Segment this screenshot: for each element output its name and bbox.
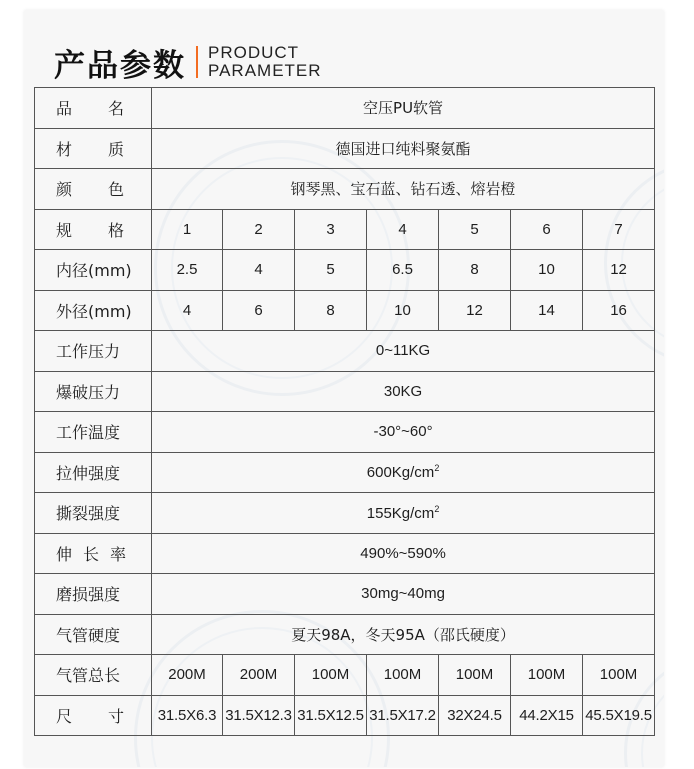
row-label: 外径(mm) [35, 290, 152, 331]
cell: 100M [583, 655, 655, 696]
cell: 7 [583, 209, 655, 250]
cell: 6.5 [367, 250, 439, 291]
row-label: 规 格 [35, 209, 152, 250]
cell: 6 [223, 290, 295, 331]
table-row [35, 88, 655, 129]
cell: 10 [367, 290, 439, 331]
cell: 5 [295, 250, 367, 291]
row-label: 内径(mm) [35, 250, 152, 291]
table-row [35, 128, 655, 169]
row-label: 工作压力 [35, 331, 152, 372]
table-row [35, 533, 655, 574]
cell: 16 [583, 290, 655, 331]
table-row [35, 614, 655, 655]
cell: 100M [295, 655, 367, 696]
cell: 100M [439, 655, 511, 696]
row-label: 颜 色 [35, 169, 152, 210]
row-label: 撕裂强度 [35, 493, 152, 534]
cell: 100M [367, 655, 439, 696]
cell: 12 [439, 290, 511, 331]
cell: 5 [439, 209, 511, 250]
subtitle-line-1: PRODUCT [208, 43, 300, 62]
cell: 8 [295, 290, 367, 331]
row-label: 材 质 [35, 128, 152, 169]
table-row [35, 250, 655, 291]
row-value: -30°~60° [152, 412, 655, 453]
cell: 45.5X19.5 [583, 695, 655, 736]
cell: 4 [223, 250, 295, 291]
parameter-table [34, 87, 655, 736]
cell: 14 [511, 290, 583, 331]
table-row [35, 695, 655, 736]
cell: 31.5X6.3 [152, 695, 223, 736]
cell: 3 [295, 209, 367, 250]
cell: 100M [511, 655, 583, 696]
cell: 4 [367, 209, 439, 250]
page-title: 产品参数 [54, 47, 186, 84]
cell: 200M [223, 655, 295, 696]
row-label: 磨损强度 [35, 574, 152, 615]
subtitle-line-2: PARAMETER [208, 61, 322, 80]
section-header [54, 38, 322, 86]
row-label: 爆破压力 [35, 371, 152, 412]
row-label: 气管总长 [35, 655, 152, 696]
table-row [35, 331, 655, 372]
row-value: 德国进口纯料聚氨酯 [152, 128, 655, 169]
title-divider [196, 46, 198, 78]
table-row [35, 493, 655, 534]
row-value: 30mg~40mg [152, 574, 655, 615]
row-value: 490%~590% [152, 533, 655, 574]
row-label: 品 名 [35, 88, 152, 129]
row-label: 尺 寸 [35, 695, 152, 736]
row-value: $155Kg/cm^2$ [152, 493, 655, 534]
row-label: 伸 长 率 [35, 533, 152, 574]
table-row [35, 169, 655, 210]
page-subtitle [208, 44, 322, 80]
cell: 31.5X12.3 [223, 695, 295, 736]
cell: 200M [152, 655, 223, 696]
table-row [35, 371, 655, 412]
cell: 31.5X17.2 [367, 695, 439, 736]
table-row [35, 655, 655, 696]
table-row [35, 574, 655, 615]
table-row [35, 452, 655, 493]
row-value: 空压PU软管 [152, 88, 655, 129]
row-value: 钢琴黑、宝石蓝、钻石透、熔岩橙 [152, 169, 655, 210]
cell: 4 [152, 290, 223, 331]
cell: 31.5X12.5 [295, 695, 367, 736]
row-value: 30KG [152, 371, 655, 412]
cell: 1 [152, 209, 223, 250]
cell: 2 [223, 209, 295, 250]
table-row [35, 412, 655, 453]
row-label: 拉伸强度 [35, 452, 152, 493]
product-parameter-card [24, 10, 664, 767]
row-value: $600Kg/cm^2$ [152, 452, 655, 493]
row-value: 0~11KG [152, 331, 655, 372]
cell: 44.2X15 [511, 695, 583, 736]
table-row [35, 209, 655, 250]
cell: 2.5 [152, 250, 223, 291]
row-value: 夏天98A，冬天95A（邵氏硬度） [152, 614, 655, 655]
row-label: 气管硬度 [35, 614, 152, 655]
cell: 8 [439, 250, 511, 291]
cell: 12 [583, 250, 655, 291]
cell: 32X24.5 [439, 695, 511, 736]
cell: 6 [511, 209, 583, 250]
cell: 10 [511, 250, 583, 291]
row-label: 工作温度 [35, 412, 152, 453]
table-row [35, 290, 655, 331]
